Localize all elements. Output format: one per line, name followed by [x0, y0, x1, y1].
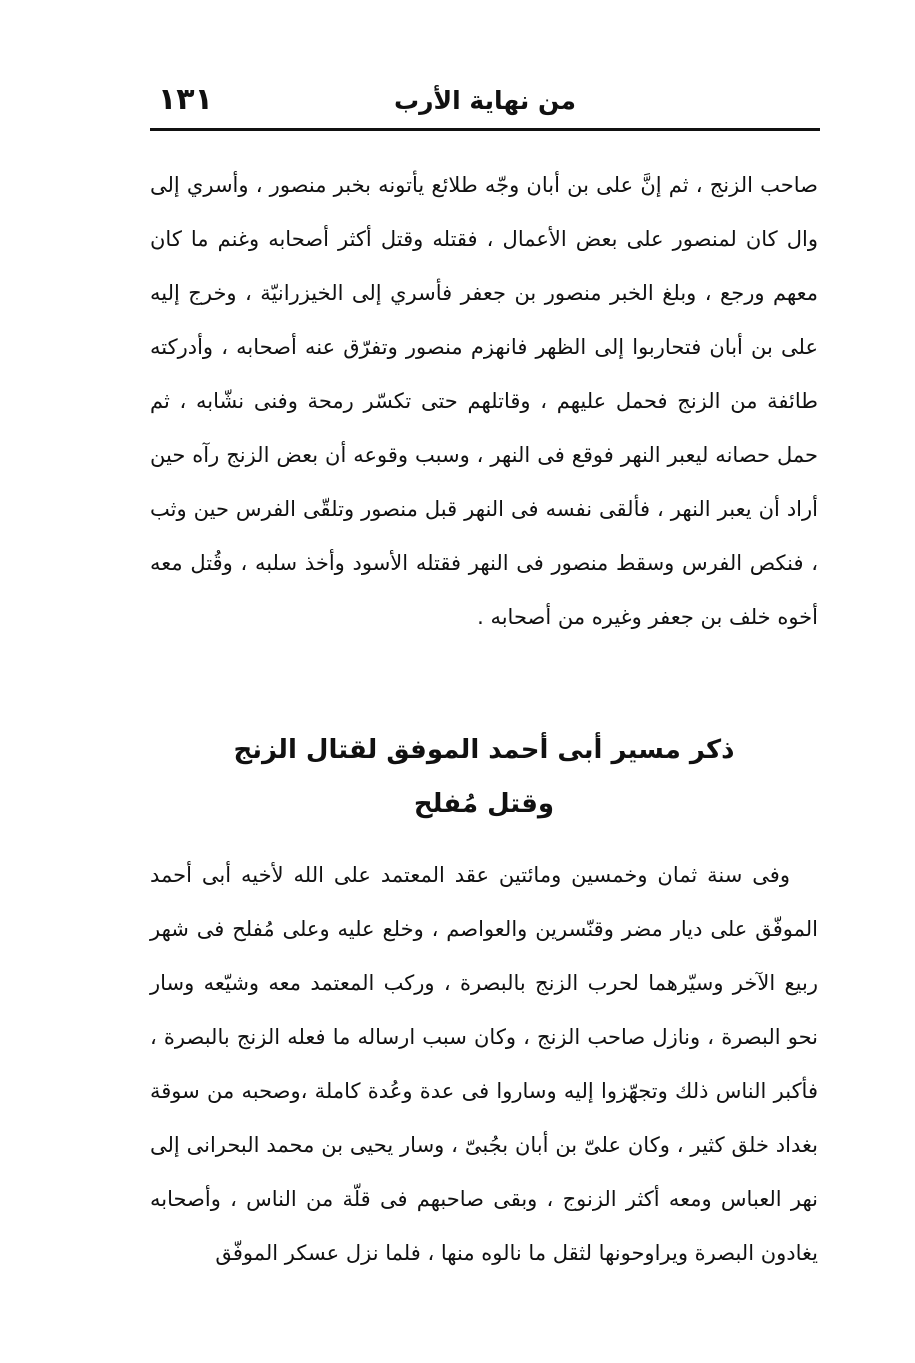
page-number: ١٣١ — [158, 82, 213, 117]
paragraph-2: وفى سنة ثمان وخمسين ومائتين عقد المعتمد على الله لأخيه أبى أحمد الموفّق على ديار مضر وقنّسرين والعواصم ، وخلع عليه وعلى مُفلح فى شهر ربيع الآخر وسيّرهما لحرب الزنج بالبصرة ، وركب المعتمد معه وشيّعه وسار نحو البصرة ، ونازل صاحب الزنج ، وكان سبب ارساله ما فعله الزنج بالبصرة ، فأكبر الناس ذلك وتجهّزوا إليه وساروا فى عدة وعُدة كاملة ،وصحبه من سوقة بغداد خلق كثير ، وكان علىّ بن أبان بجُبىّ ، وسار يحيى بن محمد البحرانى إلى نهر العباس ومعه أكثر الزنوج ، وبقى صاحبهم فى قلّة من الناس ، وأصحابه يغادون البصرة ويراوحونها لثقل ما نالوه منها ، فلما نزل عسكر الموفّق — [150, 863, 818, 1265]
section-title-line-1: ذكر مسير أبى أحمد الموفق لقتال الزنج — [233, 735, 735, 765]
section-title-line-2: وقتل مُفلح — [413, 789, 555, 819]
paragraph-1: صاحب الزنج ، ثم إنَّ على بن أبان وجّه طلائع يأتونه بخبر منصور ، وأسري إلى وال كان لمنصور على بعض الأعمال ، فقتله وقتل أكثر أصحابه وغنم ما كان معهم ورجع ، وبلغ الخبر منصور بن جعفر فأسري إلى الخيزرانيّة ، وخرج إليه على بن أبان فتحاربوا إلى الظهر فانهزم منصور وتفرّق عنه أصحابه ، وأدركته طائفة من الزنج فحمل عليهم ، وقاتلهم حتى تكسّر رمحة وفنى نشّابه ، ثم حمل حصانه ليعبر النهر فوقع فى النهر ، وسبب وقوعه أن بعض الزنج رآه حين أراد أن يعبر النهر ، فألقى نفسه فى النهر قبل منصور وتلقّى الفرس حين وثب ، فنكص الفرس وسقط منصور فى النهر فقتله الأسود وأخذ سلبه ، وقُتل معه أخوه خلف بن جعفر وغيره من أصحابه . — [150, 173, 818, 629]
running-title: من نهاية الأرب — [394, 86, 576, 115]
header-rule — [150, 128, 820, 131]
page-header — [150, 80, 820, 130]
